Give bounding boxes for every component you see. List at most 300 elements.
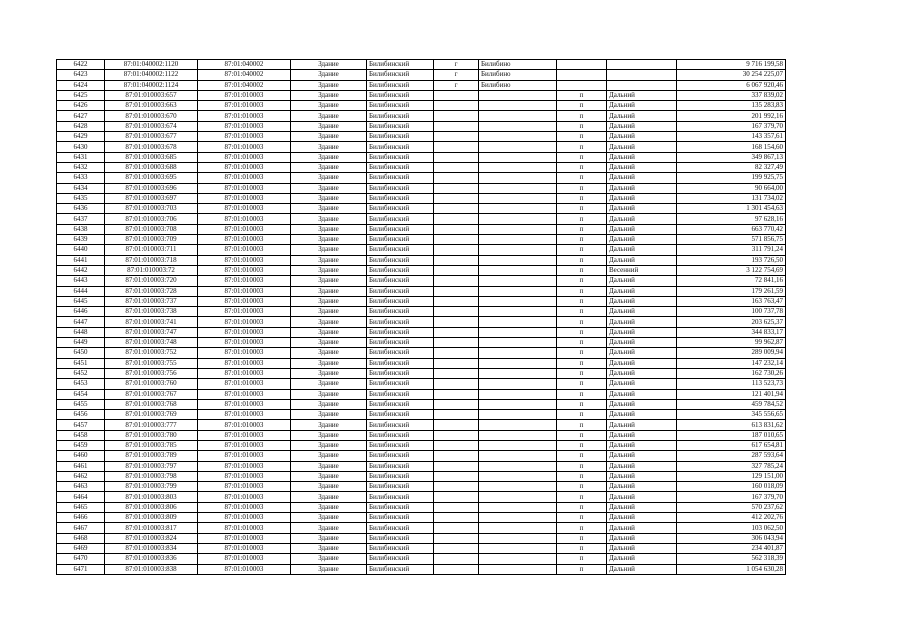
object-type-cell: Здание <box>291 368 367 378</box>
table-row <box>57 121 786 131</box>
row-number-cell: 6430 <box>57 142 105 152</box>
district-cell: Билибинский <box>367 379 434 389</box>
table-body <box>57 60 786 575</box>
object-type-cell: Здание <box>291 533 367 543</box>
row-number-cell: 6462 <box>57 471 105 481</box>
cadastral-quarter-cell: 87:01:010003 <box>198 224 291 234</box>
locality-type-cell: п <box>557 121 607 131</box>
locality-type-cell <box>557 70 607 80</box>
settlement-name-cell <box>479 111 557 121</box>
row-number-cell: 6427 <box>57 111 105 121</box>
settlement-type-cell <box>434 451 479 461</box>
cadastral-number-cell: 87:01:010003:809 <box>105 513 198 523</box>
settlement-type-cell <box>434 368 479 378</box>
cadastral-value-cell: 306 043,94 <box>677 533 786 543</box>
district-cell: Билибинский <box>367 389 434 399</box>
object-type-cell: Здание <box>291 224 367 234</box>
object-type-cell: Здание <box>291 193 367 203</box>
district-cell: Билибинский <box>367 348 434 358</box>
row-number-cell: 6467 <box>57 523 105 533</box>
cadastral-value-cell: 179 261,59 <box>677 286 786 296</box>
locality-name-cell: Дальний <box>607 420 677 430</box>
district-cell: Билибинский <box>367 461 434 471</box>
locality-name-cell: Дальний <box>607 523 677 533</box>
locality-type-cell: п <box>557 307 607 317</box>
row-number-cell: 6439 <box>57 235 105 245</box>
district-cell: Билибинский <box>367 296 434 306</box>
cadastral-quarter-cell: 87:01:010003 <box>198 296 291 306</box>
settlement-name-cell <box>479 420 557 430</box>
locality-name-cell: Дальний <box>607 132 677 142</box>
row-number-cell: 6438 <box>57 224 105 234</box>
settlement-type-cell <box>434 523 479 533</box>
locality-name-cell <box>607 70 677 80</box>
table-row <box>57 399 786 409</box>
table-row <box>57 533 786 543</box>
cadastral-number-cell: 87:01:010003:747 <box>105 327 198 337</box>
district-cell: Билибинский <box>367 307 434 317</box>
settlement-name-cell <box>479 235 557 245</box>
settlement-type-cell <box>434 492 479 502</box>
settlement-name-cell <box>479 317 557 327</box>
locality-type-cell: п <box>557 368 607 378</box>
table-row <box>57 235 786 245</box>
table-row <box>57 101 786 111</box>
locality-name-cell: Дальний <box>607 482 677 492</box>
district-cell: Билибинский <box>367 286 434 296</box>
row-number-cell: 6429 <box>57 132 105 142</box>
cadastral-number-cell: 87:01:010003:824 <box>105 533 198 543</box>
cadastral-quarter-cell: 87:01:010003 <box>198 543 291 553</box>
locality-name-cell: Дальний <box>607 90 677 100</box>
object-type-cell: Здание <box>291 121 367 131</box>
object-type-cell: Здание <box>291 245 367 255</box>
cadastral-value-cell: 163 763,47 <box>677 296 786 306</box>
object-type-cell: Здание <box>291 430 367 440</box>
table-row <box>57 420 786 430</box>
cadastral-number-cell: 87:01:010003:806 <box>105 502 198 512</box>
table-row <box>57 296 786 306</box>
locality-type-cell: п <box>557 286 607 296</box>
locality-type-cell: п <box>557 132 607 142</box>
object-type-cell: Здание <box>291 255 367 265</box>
settlement-type-cell <box>434 358 479 368</box>
row-number-cell: 6431 <box>57 152 105 162</box>
settlement-type-cell <box>434 245 479 255</box>
district-cell: Билибинский <box>367 564 434 574</box>
cadastral-quarter-cell: 87:01:010003 <box>198 132 291 142</box>
district-cell: Билибинский <box>367 451 434 461</box>
row-number-cell: 6457 <box>57 420 105 430</box>
cadastral-quarter-cell: 87:01:010003 <box>198 523 291 533</box>
settlement-name-cell: Билибино <box>479 60 557 70</box>
settlement-type-cell <box>434 183 479 193</box>
settlement-name-cell <box>479 430 557 440</box>
district-cell: Билибинский <box>367 80 434 90</box>
settlement-type-cell <box>434 430 479 440</box>
table-row <box>57 451 786 461</box>
locality-name-cell: Дальний <box>607 399 677 409</box>
settlement-type-cell <box>434 471 479 481</box>
settlement-type-cell <box>434 132 479 142</box>
cadastral-value-cell: 160 018,09 <box>677 482 786 492</box>
table-row <box>57 276 786 286</box>
object-type-cell: Здание <box>291 142 367 152</box>
cadastral-number-cell: 87:01:010003:799 <box>105 482 198 492</box>
cadastral-number-cell: 87:01:010003:777 <box>105 420 198 430</box>
cadastral-number-cell: 87:01:010003:663 <box>105 101 198 111</box>
object-type-cell: Здание <box>291 214 367 224</box>
cadastral-quarter-cell: 87:01:010003 <box>198 101 291 111</box>
locality-type-cell: п <box>557 461 607 471</box>
locality-type-cell: п <box>557 193 607 203</box>
cadastral-number-cell: 87:01:010003:768 <box>105 399 198 409</box>
settlement-name-cell: Билибино <box>479 80 557 90</box>
settlement-name-cell <box>479 338 557 348</box>
settlement-type-cell: г <box>434 60 479 70</box>
table-row <box>57 502 786 512</box>
settlement-type-cell <box>434 338 479 348</box>
district-cell: Билибинский <box>367 224 434 234</box>
district-cell: Билибинский <box>367 502 434 512</box>
district-cell: Билибинский <box>367 162 434 172</box>
settlement-name-cell <box>479 101 557 111</box>
settlement-name-cell <box>479 90 557 100</box>
settlement-name-cell <box>479 513 557 523</box>
locality-name-cell <box>607 60 677 70</box>
object-type-cell: Здание <box>291 152 367 162</box>
row-number-cell: 6464 <box>57 492 105 502</box>
row-number-cell: 6469 <box>57 543 105 553</box>
cadastral-value-cell: 1 054 630,28 <box>677 564 786 574</box>
locality-type-cell: п <box>557 245 607 255</box>
cadastral-number-cell: 87:01:010003:697 <box>105 193 198 203</box>
table-row <box>57 173 786 183</box>
row-number-cell: 6458 <box>57 430 105 440</box>
cadastral-value-cell: 90 664,00 <box>677 183 786 193</box>
cadastral-quarter-cell: 87:01:010003 <box>198 358 291 368</box>
settlement-type-cell <box>434 379 479 389</box>
row-number-cell: 6441 <box>57 255 105 265</box>
cadastral-number-cell: 87:01:010003:708 <box>105 224 198 234</box>
district-cell: Билибинский <box>367 255 434 265</box>
settlement-name-cell <box>479 152 557 162</box>
settlement-type-cell <box>434 513 479 523</box>
settlement-name-cell <box>479 214 557 224</box>
row-number-cell: 6440 <box>57 245 105 255</box>
row-number-cell: 6449 <box>57 338 105 348</box>
table-row <box>57 265 786 275</box>
table-row <box>57 214 786 224</box>
cadastral-number-cell: 87:01:010003:695 <box>105 173 198 183</box>
locality-name-cell: Дальний <box>607 152 677 162</box>
settlement-type-cell <box>434 307 479 317</box>
settlement-type-cell <box>434 214 479 224</box>
table-row <box>57 389 786 399</box>
cadastral-number-cell: 87:01:040002:1120 <box>105 60 198 70</box>
district-cell: Билибинский <box>367 152 434 162</box>
settlement-type-cell <box>434 461 479 471</box>
cadastral-number-cell: 87:01:010003:657 <box>105 90 198 100</box>
locality-type-cell: п <box>557 389 607 399</box>
row-number-cell: 6466 <box>57 513 105 523</box>
locality-name-cell: Дальний <box>607 235 677 245</box>
cadastral-number-cell: 87:01:010003:737 <box>105 296 198 306</box>
settlement-type-cell <box>434 286 479 296</box>
settlement-type-cell <box>434 276 479 286</box>
locality-type-cell: п <box>557 399 607 409</box>
settlement-type-cell <box>434 420 479 430</box>
cadastral-value-cell: 135 283,83 <box>677 101 786 111</box>
cadastral-value-cell: 571 856,75 <box>677 235 786 245</box>
locality-type-cell: п <box>557 440 607 450</box>
locality-name-cell: Дальний <box>607 204 677 214</box>
locality-name-cell: Дальний <box>607 451 677 461</box>
district-cell: Билибинский <box>367 90 434 100</box>
locality-name-cell: Дальний <box>607 461 677 471</box>
row-number-cell: 6465 <box>57 502 105 512</box>
table-row <box>57 430 786 440</box>
row-number-cell: 6468 <box>57 533 105 543</box>
cadastral-value-cell: 412 202,76 <box>677 513 786 523</box>
locality-name-cell: Дальний <box>607 286 677 296</box>
cadastral-value-cell: 287 593,64 <box>677 451 786 461</box>
row-number-cell: 6436 <box>57 204 105 214</box>
settlement-name-cell <box>479 327 557 337</box>
settlement-type-cell <box>434 142 479 152</box>
locality-name-cell: Дальний <box>607 296 677 306</box>
settlement-type-cell <box>434 121 479 131</box>
locality-name-cell: Дальний <box>607 389 677 399</box>
cadastral-number-cell: 87:01:010003:785 <box>105 440 198 450</box>
row-number-cell: 6423 <box>57 70 105 80</box>
table-row <box>57 440 786 450</box>
cadastral-value-cell: 143 357,61 <box>677 132 786 142</box>
table-row <box>57 204 786 214</box>
cadastral-quarter-cell: 87:01:010003 <box>198 338 291 348</box>
table-row <box>57 471 786 481</box>
settlement-type-cell <box>434 543 479 553</box>
object-type-cell: Здание <box>291 523 367 533</box>
cadastral-number-cell: 87:01:010003:677 <box>105 132 198 142</box>
district-cell: Билибинский <box>367 368 434 378</box>
table-row <box>57 183 786 193</box>
locality-name-cell: Дальний <box>607 533 677 543</box>
district-cell: Билибинский <box>367 60 434 70</box>
district-cell: Билибинский <box>367 111 434 121</box>
cadastral-value-cell: 168 154,60 <box>677 142 786 152</box>
row-number-cell: 6422 <box>57 60 105 70</box>
cadastral-quarter-cell: 87:01:010003 <box>198 554 291 564</box>
settlement-name-cell <box>479 183 557 193</box>
locality-type-cell: п <box>557 471 607 481</box>
settlement-name-cell <box>479 193 557 203</box>
cadastral-quarter-cell: 87:01:010003 <box>198 471 291 481</box>
cadastral-quarter-cell: 87:01:010003 <box>198 420 291 430</box>
cadastral-quarter-cell: 87:01:010003 <box>198 389 291 399</box>
settlement-type-cell <box>434 152 479 162</box>
locality-type-cell: п <box>557 420 607 430</box>
table-row <box>57 152 786 162</box>
settlement-name-cell <box>479 348 557 358</box>
locality-type-cell: п <box>557 379 607 389</box>
cadastral-number-cell: 87:01:010003:728 <box>105 286 198 296</box>
locality-type-cell: п <box>557 214 607 224</box>
table-row <box>57 90 786 100</box>
cadastral-value-cell: 344 833,17 <box>677 327 786 337</box>
object-type-cell: Здание <box>291 451 367 461</box>
row-number-cell: 6448 <box>57 327 105 337</box>
row-number-cell: 6452 <box>57 368 105 378</box>
cadastral-quarter-cell: 87:01:010003 <box>198 368 291 378</box>
table-row <box>57 523 786 533</box>
locality-type-cell: п <box>557 338 607 348</box>
district-cell: Билибинский <box>367 513 434 523</box>
settlement-name-cell <box>479 533 557 543</box>
cadastral-quarter-cell: 87:01:010003 <box>198 90 291 100</box>
object-type-cell: Здание <box>291 70 367 80</box>
cadastral-quarter-cell: 87:01:010003 <box>198 142 291 152</box>
district-cell: Билибинский <box>367 101 434 111</box>
cadastral-quarter-cell: 87:01:010003 <box>198 204 291 214</box>
locality-name-cell: Дальний <box>607 276 677 286</box>
object-type-cell: Здание <box>291 420 367 430</box>
cadastral-number-cell: 87:01:010003:678 <box>105 142 198 152</box>
row-number-cell: 6470 <box>57 554 105 564</box>
object-type-cell: Здание <box>291 358 367 368</box>
cadastral-quarter-cell: 87:01:010003 <box>198 399 291 409</box>
locality-name-cell: Дальний <box>607 121 677 131</box>
settlement-name-cell <box>479 554 557 564</box>
object-type-cell: Здание <box>291 80 367 90</box>
row-number-cell: 6453 <box>57 379 105 389</box>
locality-type-cell: п <box>557 162 607 172</box>
cadastral-quarter-cell: 87:01:010003 <box>198 440 291 450</box>
locality-type-cell: п <box>557 142 607 152</box>
cadastral-value-cell: 327 785,24 <box>677 461 786 471</box>
settlement-type-cell <box>434 327 479 337</box>
cadastral-quarter-cell: 87:01:010003 <box>198 348 291 358</box>
locality-name-cell: Дальний <box>607 348 677 358</box>
cadastral-quarter-cell: 87:01:010003 <box>198 451 291 461</box>
settlement-type-cell <box>434 173 479 183</box>
locality-name-cell: Весенний <box>607 265 677 275</box>
cadastral-value-cell: 349 867,13 <box>677 152 786 162</box>
cadastral-number-cell: 87:01:010003:834 <box>105 543 198 553</box>
locality-type-cell: п <box>557 152 607 162</box>
table-row <box>57 379 786 389</box>
object-type-cell: Здание <box>291 183 367 193</box>
settlement-name-cell <box>479 482 557 492</box>
district-cell: Билибинский <box>367 420 434 430</box>
locality-name-cell: Дальний <box>607 142 677 152</box>
cadastral-value-cell: 617 654,81 <box>677 440 786 450</box>
district-cell: Билибинский <box>367 471 434 481</box>
locality-type-cell: п <box>557 173 607 183</box>
table-row <box>57 224 786 234</box>
settlement-type-cell <box>434 348 479 358</box>
cadastral-quarter-cell: 87:01:010003 <box>198 307 291 317</box>
cadastral-number-cell: 87:01:010003:688 <box>105 162 198 172</box>
table-row <box>57 348 786 358</box>
settlement-type-cell <box>434 235 479 245</box>
district-cell: Билибинский <box>367 235 434 245</box>
settlement-name-cell <box>479 379 557 389</box>
object-type-cell: Здание <box>291 389 367 399</box>
locality-type-cell: п <box>557 482 607 492</box>
locality-name-cell: Дальний <box>607 307 677 317</box>
row-number-cell: 6451 <box>57 358 105 368</box>
locality-name-cell: Дальний <box>607 101 677 111</box>
locality-type-cell: п <box>557 502 607 512</box>
cadastral-number-cell: 87:01:010003:752 <box>105 348 198 358</box>
locality-name-cell: Дальний <box>607 173 677 183</box>
cadastral-value-cell: 187 010,65 <box>677 430 786 440</box>
row-number-cell: 6443 <box>57 276 105 286</box>
cadastral-quarter-cell: 87:01:010003 <box>198 255 291 265</box>
object-type-cell: Здание <box>291 286 367 296</box>
settlement-type-cell <box>434 554 479 564</box>
settlement-name-cell <box>479 132 557 142</box>
district-cell: Билибинский <box>367 265 434 275</box>
cadastral-number-cell: 87:01:010003:838 <box>105 564 198 574</box>
locality-type-cell: п <box>557 451 607 461</box>
locality-name-cell: Дальний <box>607 368 677 378</box>
district-cell: Билибинский <box>367 482 434 492</box>
cadastral-number-cell: 87:01:010003:72 <box>105 265 198 275</box>
cadastral-quarter-cell: 87:01:010003 <box>198 461 291 471</box>
cadastral-number-cell: 87:01:010003:817 <box>105 523 198 533</box>
settlement-name-cell <box>479 410 557 420</box>
table-row <box>57 162 786 172</box>
object-type-cell: Здание <box>291 111 367 121</box>
settlement-name-cell <box>479 523 557 533</box>
cadastral-quarter-cell: 87:01:010003 <box>198 276 291 286</box>
locality-name-cell: Дальний <box>607 543 677 553</box>
cadastral-value-cell: 1 301 454,63 <box>677 204 786 214</box>
settlement-name-cell <box>479 286 557 296</box>
object-type-cell: Здание <box>291 410 367 420</box>
row-number-cell: 6426 <box>57 101 105 111</box>
locality-type-cell: п <box>557 317 607 327</box>
cadastral-number-cell: 87:01:010003:769 <box>105 410 198 420</box>
object-type-cell: Здание <box>291 543 367 553</box>
object-type-cell: Здание <box>291 173 367 183</box>
row-number-cell: 6454 <box>57 389 105 399</box>
cadastral-quarter-cell: 87:01:010003 <box>198 235 291 245</box>
locality-name-cell: Дальний <box>607 224 677 234</box>
cadastral-number-cell: 87:01:010003:798 <box>105 471 198 481</box>
settlement-type-cell <box>434 224 479 234</box>
locality-type-cell: п <box>557 554 607 564</box>
cadastral-quarter-cell: 87:01:010003 <box>198 533 291 543</box>
table-row <box>57 368 786 378</box>
district-cell: Билибинский <box>367 276 434 286</box>
object-type-cell: Здание <box>291 162 367 172</box>
cadastral-quarter-cell: 87:01:010003 <box>198 379 291 389</box>
object-type-cell: Здание <box>291 440 367 450</box>
table-row <box>57 60 786 70</box>
table-row <box>57 492 786 502</box>
cadastral-number-cell: 87:01:040002:1122 <box>105 70 198 80</box>
settlement-name-cell <box>479 307 557 317</box>
table-row <box>57 543 786 553</box>
cadastral-quarter-cell: 87:01:010003 <box>198 564 291 574</box>
cadastral-value-cell: 3 122 754,69 <box>677 265 786 275</box>
settlement-type-cell <box>434 111 479 121</box>
row-number-cell: 6442 <box>57 265 105 275</box>
cadastral-value-cell: 337 839,02 <box>677 90 786 100</box>
